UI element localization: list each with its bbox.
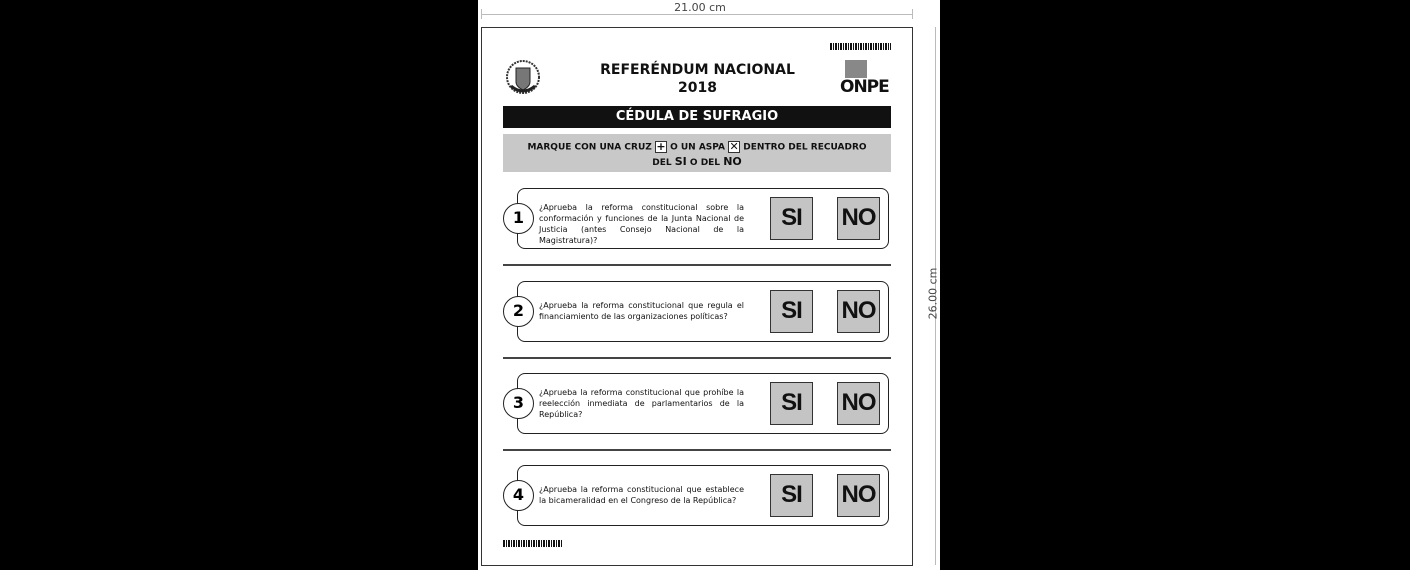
title-line2: 2018 bbox=[678, 80, 717, 96]
question-number: 2 bbox=[503, 296, 534, 327]
question-number: 3 bbox=[503, 388, 534, 419]
instr-text: DENTRO DEL RECUADRO bbox=[743, 142, 867, 153]
title-line1: REFERÉNDUM NACIONAL bbox=[600, 62, 795, 78]
coat-of-arms-emblem bbox=[505, 56, 541, 98]
separator bbox=[503, 264, 891, 266]
onpe-hand-icon bbox=[845, 60, 867, 78]
vote-si-box[interactable]: SI bbox=[770, 290, 813, 333]
instr-text: O UN ASPA bbox=[670, 142, 726, 153]
barcode-bottom bbox=[503, 540, 563, 547]
cross-icon: + bbox=[656, 140, 666, 153]
question-number: 4 bbox=[503, 480, 534, 511]
instr-text: MARQUE CON UNA CRUZ bbox=[527, 142, 652, 153]
question-text: ¿Aprueba la reforma constitucional que regula el financiamiento de las organizaciones políticas? bbox=[539, 301, 744, 321]
vote-si-box[interactable]: SI bbox=[770, 197, 813, 240]
instr-no: NO bbox=[723, 154, 742, 168]
vote-no-box[interactable]: NO bbox=[837, 474, 880, 517]
x-mark-icon: ✕ bbox=[729, 140, 739, 153]
width-label: 21.00 cm bbox=[674, 1, 726, 14]
vote-no-box[interactable]: NO bbox=[837, 197, 880, 240]
question-text: ¿Aprueba la reforma constitucional sobre la conformación y funciones de la Junta Nacional de Justicia (antes Consejo Nacional de la Magistratura)? bbox=[539, 202, 744, 245]
barcode-top bbox=[830, 43, 891, 50]
separator bbox=[503, 449, 891, 451]
vote-no-box[interactable]: NO bbox=[837, 382, 880, 425]
question-text: ¿Aprueba la reforma constitucional que prohíbe la reelección inmediata de parlamentarios de la República? bbox=[539, 387, 744, 419]
vote-no-box[interactable]: NO bbox=[837, 290, 880, 333]
width-ruler bbox=[481, 14, 913, 15]
ballot-banner: CÉDULA DE SUFRAGIO bbox=[503, 106, 891, 128]
instructions bbox=[503, 134, 891, 172]
height-label: 26.00 cm bbox=[926, 267, 940, 320]
question-number: 1 bbox=[503, 203, 534, 234]
instr-si: SI bbox=[674, 154, 687, 168]
question-text: ¿Aprueba la reforma constitucional que establece la bicameralidad en el Congreso de la República? bbox=[539, 485, 744, 505]
onpe-logo: ONPE bbox=[840, 77, 889, 97]
vote-si-box[interactable]: SI bbox=[770, 382, 813, 425]
vote-si-box[interactable]: SI bbox=[770, 474, 813, 517]
instr-text: O DEL bbox=[689, 157, 721, 168]
separator bbox=[503, 357, 891, 359]
instr-text: DEL bbox=[652, 157, 672, 168]
